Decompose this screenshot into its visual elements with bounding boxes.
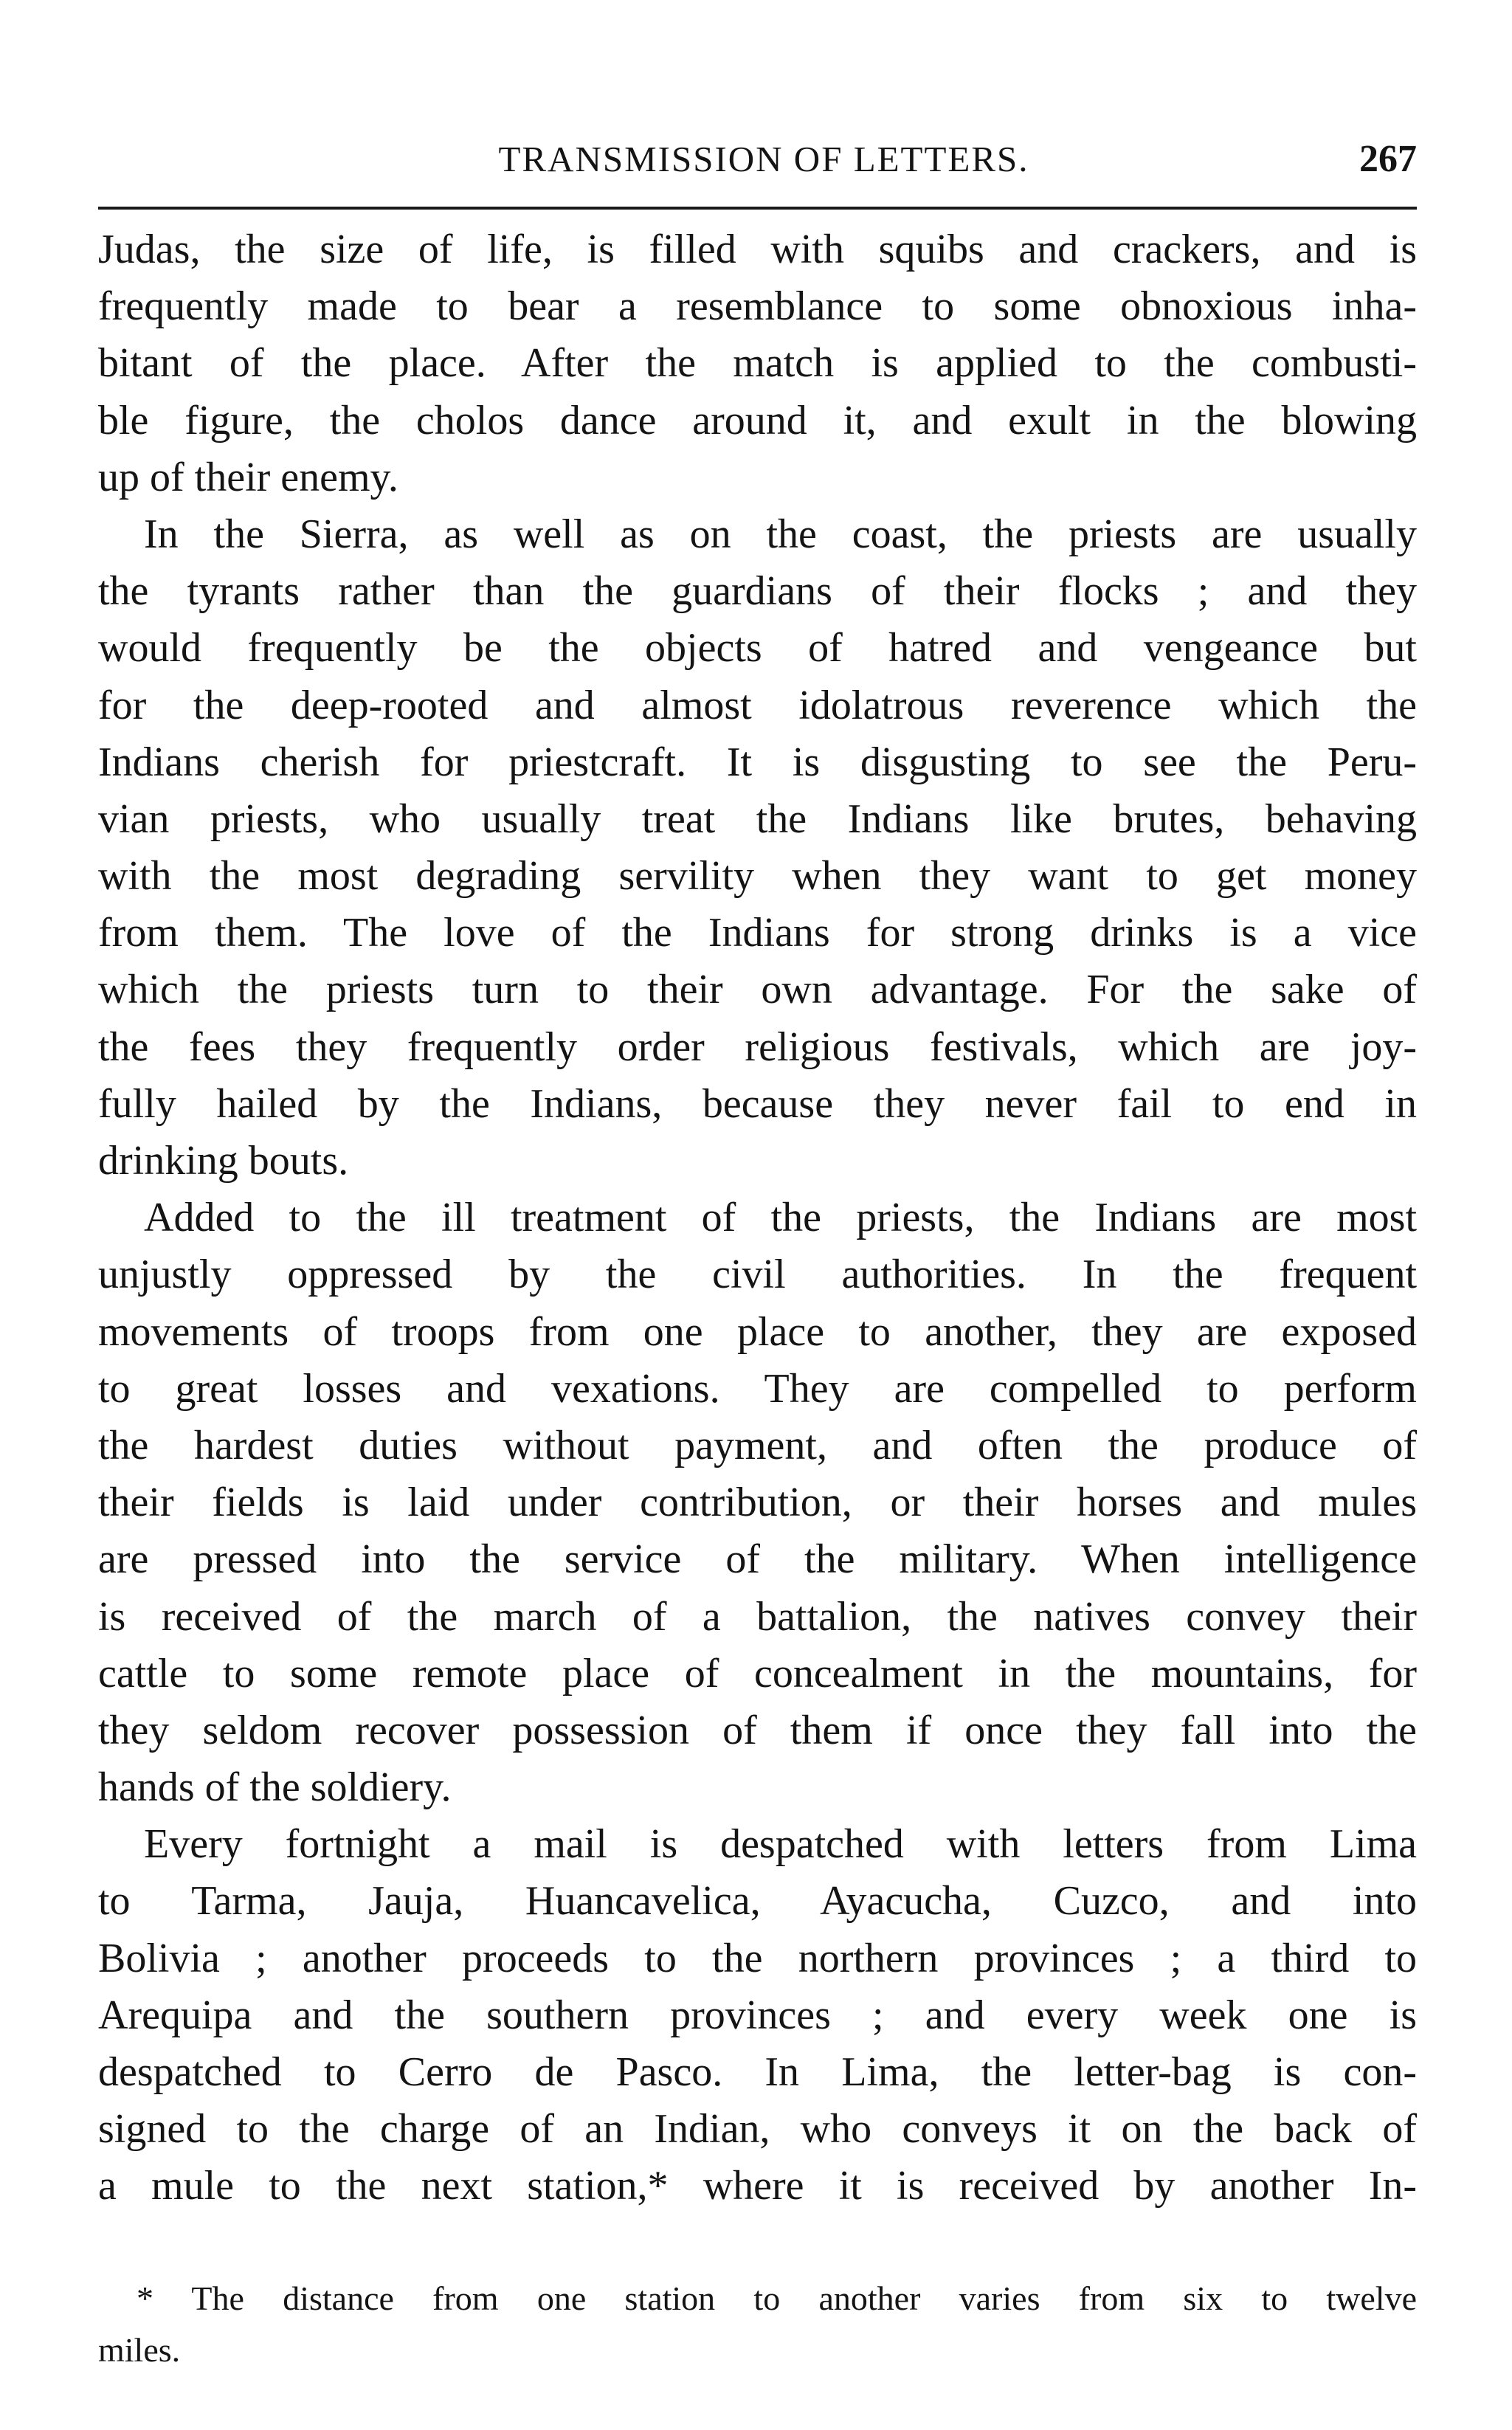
text-line: drinking bouts. — [98, 1138, 349, 1184]
text-line: a mule to the next station,* where it is received by another In- — [98, 2163, 1417, 2209]
text-line: for the deep-rooted and almost idolatrous reverence which the — [98, 682, 1417, 728]
text-line: fully hailed by the Indians, because they never fail to end in — [98, 1080, 1417, 1127]
text-line: the tyrants rather than the guardians of their flocks ; and they — [98, 568, 1417, 615]
text-line: they seldom recover possession of them if once they fall into the — [98, 1707, 1417, 1753]
page-number: 267 — [1359, 138, 1417, 180]
text-line: signed to the charge of an Indian, who conveys it on the back of — [98, 2106, 1417, 2153]
header-rule — [98, 207, 1417, 210]
text-line: frequently made to bear a resemblance to some obnoxious inha- — [98, 283, 1417, 330]
text-line: the fees they frequently order religious festivals, which are joy- — [98, 1024, 1417, 1070]
text-line: vian priests, who usually treat the Indians like brutes, behaving — [98, 795, 1417, 842]
text-line: Added to the ill treatment of the priests, the Indians are most — [144, 1195, 1417, 1241]
text-line: is received of the march of a battalion, the natives convey their — [98, 1593, 1417, 1640]
text-line: Bolivia ; another proceeds to the northern provinces ; a third to — [98, 1935, 1417, 1981]
text-line: movements of troops from one place to another, they are exposed — [98, 1308, 1417, 1355]
text-line: bitant of the place. After the match is applied to the combusti- — [98, 340, 1417, 387]
footnote-line: * The distance from one station to another varies from six to twelve — [137, 2279, 1417, 2317]
text-line: cattle to some remote place of concealment in the mountains, for — [98, 1650, 1417, 1696]
footnote-line: miles. — [98, 2331, 181, 2369]
text-line: to great losses and vexations. They are compelled to perform — [98, 1365, 1417, 1412]
text-line: Every fortnight a mail is despatched with letters from Lima — [144, 1821, 1417, 1868]
text-line: In the Sierra, as well as on the coast, the priests are usually — [144, 511, 1417, 557]
text-line: the hardest duties without payment, and often the produce of — [98, 1422, 1417, 1468]
body-text — [98, 221, 1417, 2215]
text-line: ble figure, the cholos dance around it, and exult in the blowing — [98, 397, 1417, 443]
running-title: TRANSMISSION OF LETTERS. — [498, 139, 1029, 179]
text-line: up of their enemy. — [98, 454, 398, 500]
text-line: Judas, the size of life, is filled with squibs and crackers, and is — [98, 227, 1417, 272]
text-line: Arequipa and the southern provinces ; and every week one is — [98, 1992, 1417, 2038]
text-line: to Tarma, Jauja, Huancavelica, Ayacucha, Cuzco, and into — [98, 1878, 1417, 1925]
text-line: despatched to Cerro de Pasco. In Lima, the letter-bag is con- — [98, 2049, 1417, 2095]
text-line: from them. The love of the Indians for strong drinks is a vice — [98, 910, 1417, 956]
text-line: which the priests turn to their own advantage. For the sake of — [98, 967, 1417, 1013]
text-line: unjustly oppressed by the civil authorities. In the frequent — [98, 1252, 1417, 1298]
text-line: with the most degrading servility when they want to get money — [98, 853, 1417, 900]
text-line: would frequently be the objects of hatred and vengeance but — [98, 625, 1417, 672]
text-line: Indians cherish for priestcraft. It is disgusting to see the Peru- — [98, 739, 1417, 785]
text-line: are pressed into the service of the military. When intelligence — [98, 1536, 1417, 1583]
footnote — [98, 2273, 1417, 2376]
text-line: hands of the soldiery. — [98, 1764, 452, 1811]
text-line: their fields is laid under contribution, or their horses and mules — [98, 1480, 1417, 1526]
running-head — [96, 137, 1417, 189]
